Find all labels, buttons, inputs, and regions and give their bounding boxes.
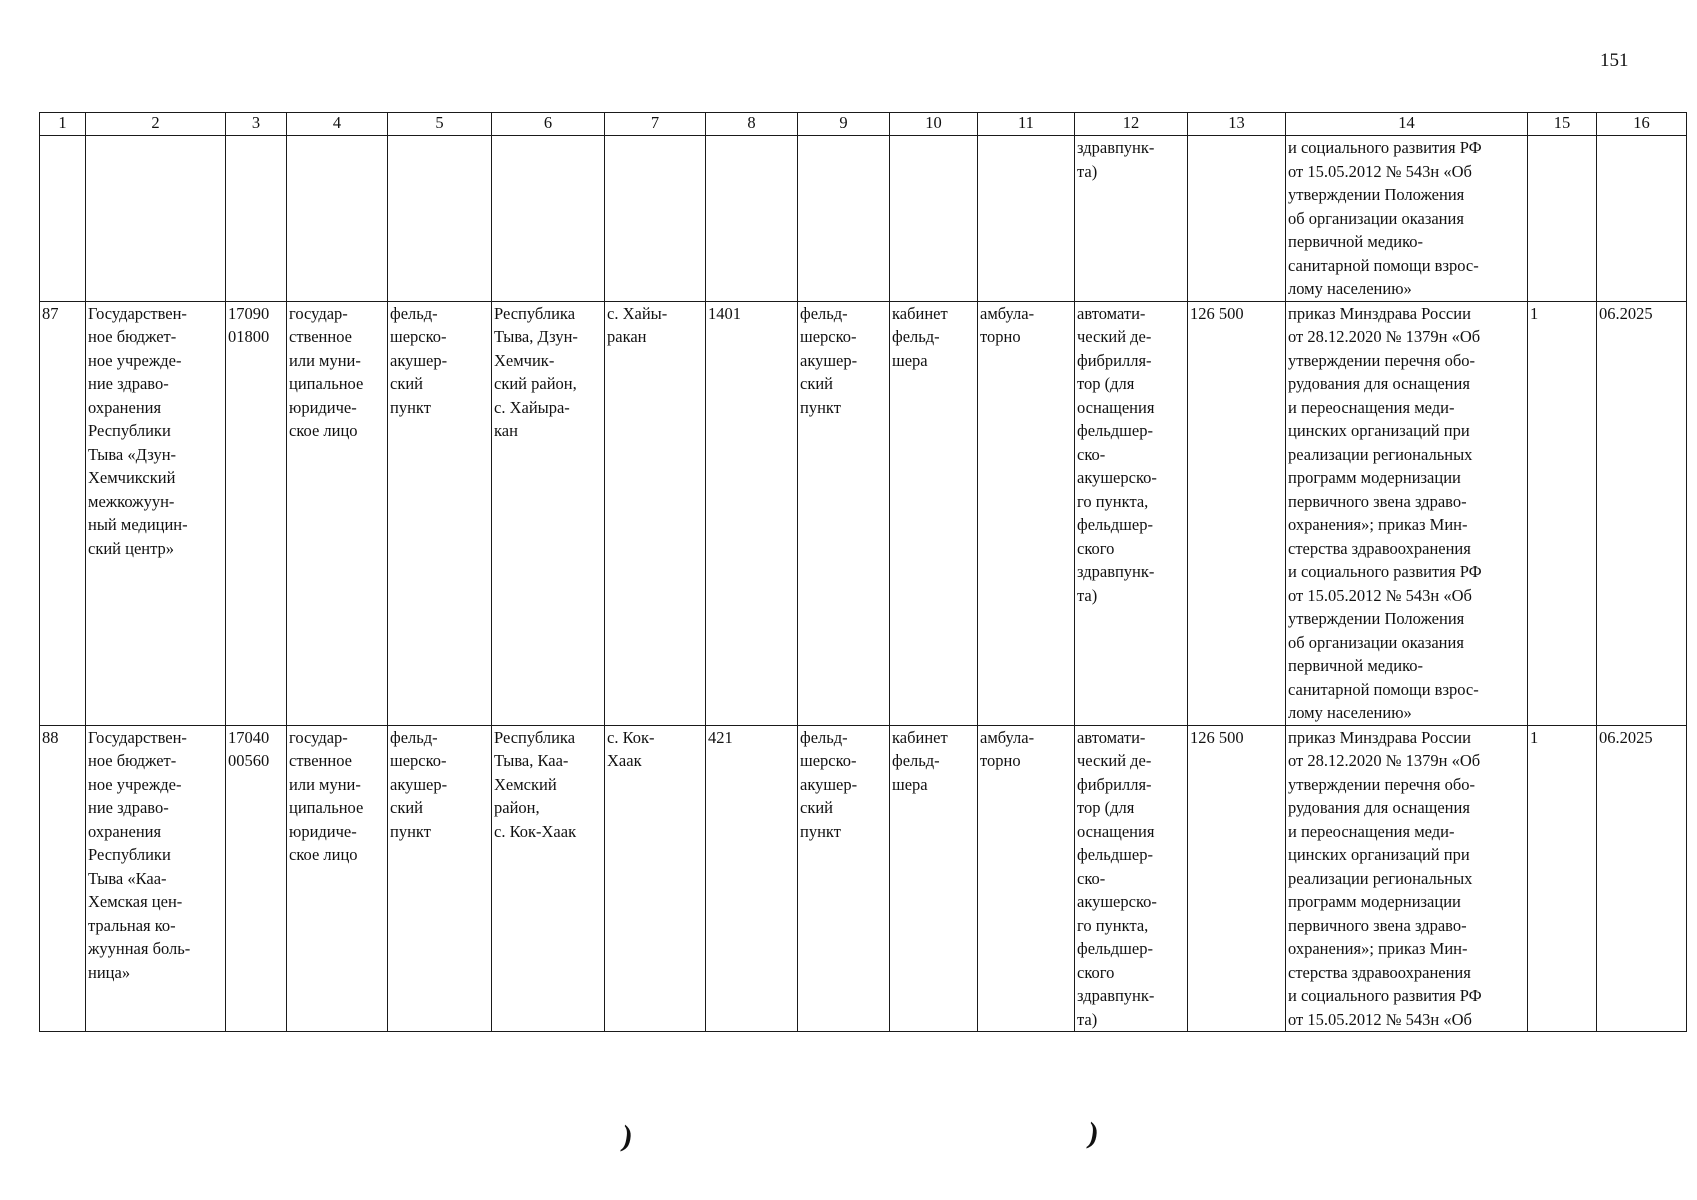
table-cell [1528,136,1597,302]
scan-mark: ) [619,1119,635,1154]
scan-mark: ) [1085,1116,1101,1151]
table-cell [706,136,798,302]
table-cell: с. Хайы- ракан [605,301,706,725]
column-header: 1 [40,113,86,136]
column-header: 13 [1188,113,1286,136]
table-cell: автомати- ческий де- фибрилля- тор (для оснащения фельдшер- ско- акушерско- го пункта, фельдшер- ского здравпунк- та) [1075,301,1188,725]
table-cell [226,136,287,302]
column-header: 12 [1075,113,1188,136]
table-cell [492,136,605,302]
table-cell: кабинет фельд- шера [890,725,978,1032]
table-cell: Республика Тыва, Дзун- Хемчик- ский район, с. Хайыра- кан [492,301,605,725]
table-cell: амбула- торно [978,725,1075,1032]
table-cell: 06.2025 [1597,301,1687,725]
column-header: 4 [287,113,388,136]
table-cell: 126 500 [1188,301,1286,725]
table-cell: приказ Минздрава России от 28.12.2020 № 1379н «Об утверждении перечня обо- рудования для оснащения и переоснащения меди- цинских организаций при реализации региональных программ модернизации первичного звена здраво- охранения»; приказ Мин- стерства здравоохранения и социального развития РФ от 15.05.2012 № 543н «Об утверждении Положения об организации оказания первичной медико- санитарной помощи взрос- лому населению» [1286,301,1528,725]
table-cell [605,136,706,302]
table-cell: приказ Минздрава России от 28.12.2020 № 1379н «Об утверждении перечня обо- рудования для оснащения и переоснащения меди- цинских организаций при реализации региональных программ модернизации первичного звена здраво- охранения»; приказ Мин- стерства здравоохранения и социального развития РФ от 15.05.2012 № 543н «Об [1286,725,1528,1032]
table-cell: Государствен- ное бюджет- ное учрежде- ние здраво- охранения Республики Тыва «Каа- Хемская цен- тральная ко- жуунная боль- ница» [86,725,226,1032]
column-header: 3 [226,113,287,136]
column-header: 2 [86,113,226,136]
table-cell [86,136,226,302]
column-header: 11 [978,113,1075,136]
column-header: 5 [388,113,492,136]
table-cell: 06.2025 [1597,725,1687,1032]
table-cell [1597,136,1687,302]
page-number: 151 [1600,50,1629,71]
row-number: 88 [40,725,86,1032]
table-cell: государ- ственное или муни- ципальное юридиче- ское лицо [287,301,388,725]
table-cell: кабинет фельд- шера [890,301,978,725]
table-cell: 17040 00560 [226,725,287,1032]
column-header: 6 [492,113,605,136]
column-header: 10 [890,113,978,136]
column-header: 15 [1528,113,1597,136]
table-cell [1188,136,1286,302]
header-row [40,113,1687,136]
column-header: 9 [798,113,890,136]
table-cell [388,136,492,302]
table-cell [40,136,86,302]
table-cell: фельд- шерско- акушер- ский пункт [798,301,890,725]
table-cell: 126 500 [1188,725,1286,1032]
column-header: 16 [1597,113,1687,136]
table-cell: автомати- ческий де- фибрилля- тор (для оснащения фельдшер- ско- акушерско- го пункта, фельдшер- ского здравпунк- та) [1075,725,1188,1032]
table-cell: с. Кок- Хаак [605,725,706,1032]
table-cell [890,136,978,302]
table-cell: и социального развития РФ от 15.05.2012 № 543н «Об утверждении Положения об организации оказания первичной медико- санитарной помощи взрос- лому населению» [1286,136,1528,302]
column-header: 8 [706,113,798,136]
table-cell: государ- ственное или муни- ципальное юридиче- ское лицо [287,725,388,1032]
table-cell: фельд- шерско- акушер- ский пункт [798,725,890,1032]
table-cell [978,136,1075,302]
table-row [40,301,1687,725]
table-cell: Государствен- ное бюджет- ное учрежде- ние здраво- охранения Республики Тыва «Дзун- Хемчикский межкожуун- ный медицин- ский центр» [86,301,226,725]
table-cell: здравпунк- та) [1075,136,1188,302]
table-cell: фельд- шерско- акушер- ский пункт [388,301,492,725]
row-number: 87 [40,301,86,725]
table-cell: 1401 [706,301,798,725]
table-cell: 1 [1528,301,1597,725]
table-cell [798,136,890,302]
table-cell [287,136,388,302]
table-cell: 421 [706,725,798,1032]
column-header: 7 [605,113,706,136]
data-table [39,112,1687,1032]
table-row [40,725,1687,1032]
table-cell: амбула- торно [978,301,1075,725]
table-cell: 17090 01800 [226,301,287,725]
table-row-continuation [40,136,1687,302]
table-cell: фельд- шерско- акушер- ский пункт [388,725,492,1032]
table-cell: Республика Тыва, Каа- Хемский район, с. Кок-Хаак [492,725,605,1032]
column-header: 14 [1286,113,1528,136]
table-cell: 1 [1528,725,1597,1032]
